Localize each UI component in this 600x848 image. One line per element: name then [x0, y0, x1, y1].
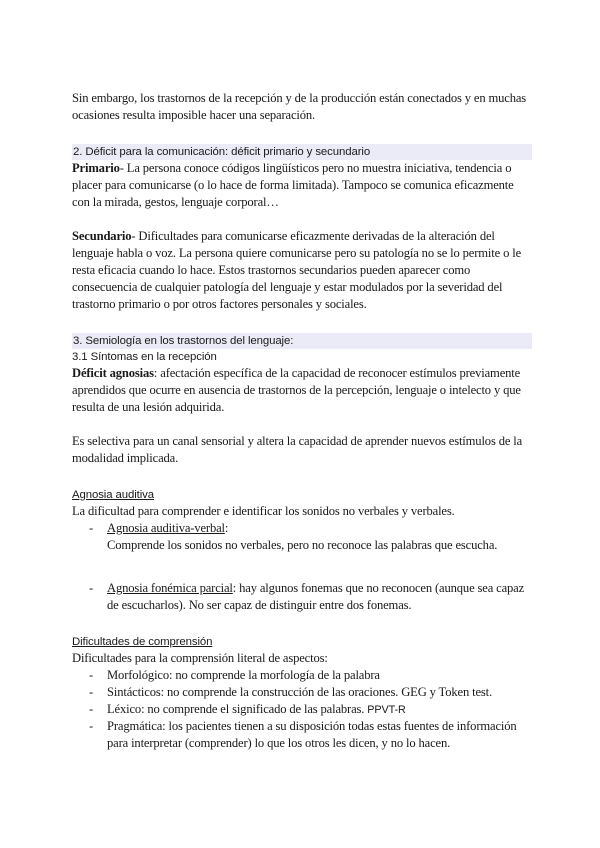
agnosia-auditiva-verbal-term: Agnosia auditiva-verbal	[107, 521, 225, 535]
dificultades-text: Dificultades para la comprensión literal de aspectos:	[72, 651, 328, 665]
agnosia-auditiva-heading: Agnosia auditiva	[72, 489, 154, 501]
list-item	[72, 580, 532, 614]
agnosia-list-2	[72, 580, 532, 614]
intro-paragraph: Sin embargo, los trastornos de la recepción y de la producción están conectados y en muchas ocasiones resulta imposible hacer una separación.	[72, 91, 527, 122]
deficit-text: : afectación específica de la capacidad de reconocer estímulos previamente aprendidos que ocurre en ausencia de trastornos de la percepción, lenguaje o intelecto y que resulta de una lesión adquirida.	[72, 366, 521, 414]
list-item	[72, 520, 532, 554]
list-item: - Morfológico: no comprende la morfología de la palabra	[72, 667, 532, 684]
section-2-heading: 2. Déficit para la comunicación: déficit primario y secundario	[72, 144, 532, 160]
selectiva-paragraph: Es selectiva para un canal sensorial y altera la capacidad de aprender nuevos estímulos de la modalidad implicada.	[72, 434, 523, 465]
section-3-heading: 3. Semiología en los trastornos del lenguaje:	[72, 333, 532, 349]
deficit-paragraph	[72, 365, 532, 416]
document-page	[72, 90, 532, 752]
secundario-term: Secundario	[72, 229, 132, 243]
ppvt-label: PPVT-R	[367, 704, 406, 716]
primario-term: Primario	[72, 161, 120, 175]
primario-paragraph	[72, 160, 532, 211]
agnosia-fonemica-text: : hay algunos fonemas que no reconocen (aunque sea capaz de escucharlos). No ser capaz de distinguir entre dos fonemas.	[107, 581, 525, 612]
list-item	[72, 701, 532, 718]
agnosia-fonemica-term: Agnosia fonémica parcial	[107, 581, 233, 595]
list-item: - Pragmática: los pacientes tienen a su disposición todas estas fuentes de información para interpretar (comprender) lo que los otros les dicen, y no lo hacen.	[72, 718, 532, 752]
dificultades-heading: Dificultades de comprensión	[72, 636, 213, 648]
agnosia-auditiva-text: La dificultad para comprender e identificar los sonidos no verbales y verbales.	[72, 504, 455, 518]
secundario-paragraph	[72, 228, 532, 313]
item-colon: :	[224, 521, 229, 535]
list-item: - Sintácticos: no comprende la construcción de las oraciones. GEG y Token test.	[72, 684, 532, 701]
deficit-term: Déficit agnosias	[72, 366, 154, 380]
agnosia-auditiva-verbal-text: Comprende los sonidos no verbales, pero no reconoce las palabras que escucha.	[107, 538, 498, 552]
agnosia-list	[72, 520, 532, 554]
section-3-1-heading: 3.1 Síntomas en la recepción	[72, 351, 217, 363]
lexico-text: Léxico: no comprende el significado de las palabras.	[107, 702, 365, 716]
dificultades-list	[72, 667, 532, 752]
primario-text: - La persona conoce códigos lingüísticos pero no muestra iniciativa, tendencia o placer para comunicarse (o lo hace de forma limitada). Tampoco se comunica eficazmente con la mirada, gestos, lenguaje corporal…	[72, 161, 514, 209]
secundario-text: - Dificultades para comunicarse eficazmente derivadas de la alteración del lenguaje habla o voz. La persona quiere comunicarse pero su patología no se lo permite o le resta eficacia cuando lo hace. Estos trastornos secundarios pueden aparecer como consecuencia de cualquier patología del lenguaje y estar modulados por la severidad del trastorno primario o por otros factores personales y sociales.	[72, 229, 522, 311]
